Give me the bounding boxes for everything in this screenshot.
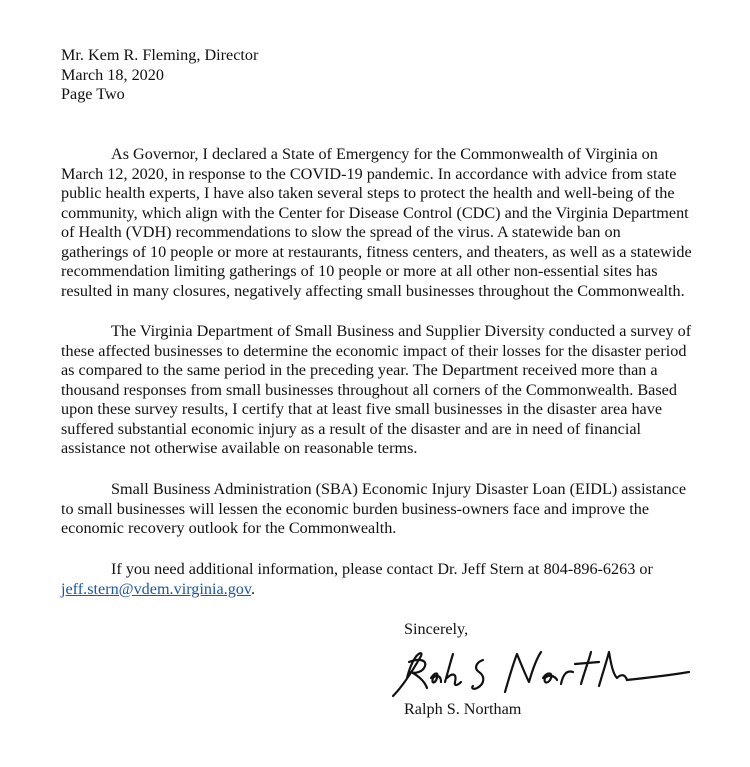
paragraph-survey — [61, 322, 750, 459]
paragraph-contact — [61, 560, 750, 599]
paragraph-line: thousand responses from small businesses throughout all corners of the Commonwealth. Based — [61, 380, 677, 399]
signer-name: Ralph S. Northam — [404, 700, 522, 718]
paragraph-state-of-emergency — [61, 145, 750, 301]
email-link[interactable]: jeff.stern@vdem.virginia.gov — [61, 579, 251, 598]
recipient-line: Mr. Kem R. Fleming, Director — [61, 46, 259, 64]
paragraph-line: March 12, 2020, in response to the COVID-19 pandemic. In accordance with advice from state — [61, 164, 677, 183]
paragraph-line: community, which align with the Center for Disease Control (CDC) and the Virginia Department — [61, 203, 689, 222]
sentence-period: . — [250, 579, 255, 598]
paragraph-line: these affected businesses to determine the economic impact of their losses for the disaster period — [61, 341, 687, 360]
date-line: March 18, 2020 — [61, 65, 164, 84]
letter-header — [61, 46, 258, 105]
email-line — [61, 580, 750, 600]
paragraph-line: Small Business Administration (SBA) Economic Injury Disaster Loan (EIDL) assistance — [111, 480, 687, 498]
signature-image — [385, 648, 695, 703]
paragraph-line: recommendation limiting gatherings of 10 people or more at all other non-essential sites has — [61, 262, 658, 280]
paragraph-line: economic recovery outlook for the Commonwealth. — [61, 519, 397, 537]
paragraph-line: upon these survey results, I certify that at least five small businesses in the disaster area have — [61, 400, 663, 418]
paragraph-line: As Governor, I declared a State of Emergency for the Commonwealth of Virginia on — [111, 145, 658, 163]
paragraph-line: gatherings of 10 people or more at restaurants, fitness centers, and theaters, as well as a statewide — [61, 242, 692, 261]
paragraph-line: If you need additional information, please contact Dr. Jeff Stern at 804-896-6263 or — [111, 560, 653, 578]
paragraph-sba-eidl — [61, 480, 750, 539]
paragraph-line: to small businesses will lessen the economic burden business-owners face and improve the — [61, 499, 650, 518]
page-number-line: Page Two — [61, 85, 125, 103]
paragraph-line: of Health (VDH) recommendations to slow the spread of the virus. A statewide ban on — [61, 223, 621, 241]
paragraph-line: assistance not otherwise available on reasonable terms. — [61, 439, 418, 457]
paragraph-line: The Virginia Department of Small Business and Supplier Diversity conducted a survey of — [111, 322, 692, 340]
paragraph-line: public health experts, I have also taken several steps to protect the health and well-being of the — [61, 184, 675, 202]
paragraph-line: resulted in many closures, negatively affecting small businesses throughout the Commonwealth. — [61, 281, 685, 300]
paragraph-line: suffered substantial economic injury as a result of the disaster and are in need of financial — [61, 419, 641, 438]
closing-salutation: Sincerely, — [404, 620, 469, 638]
paragraph-line: as compared to the same period in the preceding year. The Department received more than a — [61, 361, 658, 379]
